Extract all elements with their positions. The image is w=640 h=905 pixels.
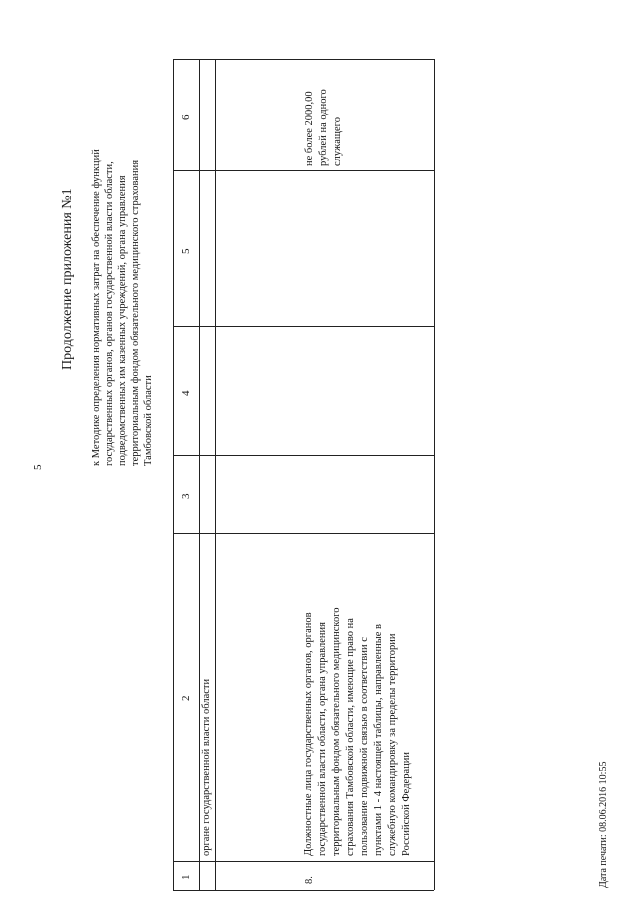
row-b-col6-line-2: рублей на одного — [318, 89, 329, 166]
row-b-col2-line-1: Должностные лица государственных органов, органов — [303, 612, 314, 856]
table-border-bottom-edge — [434, 59, 435, 890]
table-border-top-edge — [173, 59, 174, 890]
row-b-col2-line-7: служебную командировку за пределы территории — [387, 633, 398, 856]
header-cell-6: 6 — [180, 114, 192, 120]
header-cell-3: 3 — [180, 493, 192, 499]
header-cell-2: 2 — [180, 695, 192, 701]
row-b-col1: 8. — [304, 876, 315, 884]
col-divider-6-5 — [173, 170, 434, 171]
row-b-col2-line-4: страхования Тамбовской области, имеющие право на — [345, 618, 356, 856]
row-b-col2-line-6: пунктами 1 - 4 настоящей таблицы, направленные в — [373, 623, 384, 856]
print-date: Дата печати: 08.06.2016 10:55 — [598, 761, 609, 888]
page-title: Продолжение приложения №1 — [60, 188, 75, 370]
subtitle-line-3: подведомственных им казенных учреждений, органа управления — [117, 175, 128, 466]
row-b-col6-line-1: не более 2000,00 — [304, 91, 315, 166]
row-b-col6-line-3: служащего — [332, 117, 343, 166]
row-b-col2-line-2: государственной власти области, органа управления — [317, 622, 328, 856]
page-number: 5 — [32, 464, 44, 470]
header-cell-1: 1 — [180, 874, 192, 880]
table-divider-2 — [215, 59, 216, 890]
header-cell-4: 4 — [180, 390, 192, 396]
col-divider-3-2 — [173, 533, 434, 534]
table-edge-right — [173, 59, 434, 60]
subtitle-line-2: государственных органов, органов государственной власти области, — [104, 161, 115, 466]
col-divider-2-1 — [173, 861, 434, 862]
subtitle-line-5: Тамбовской области — [143, 375, 154, 466]
table-edge-left — [173, 890, 434, 891]
row-a-col2: органе государственной власти области — [201, 678, 212, 856]
subtitle-line-4: территориальным фондом обязательного медицинского страхования — [130, 159, 141, 466]
col-divider-5-4 — [173, 326, 434, 327]
row-b-col2-line-8: Российской Федерации — [401, 752, 412, 856]
row-b-col2-line-5: пользование подвижной связью в соответствии с — [359, 637, 370, 856]
header-cell-5: 5 — [180, 248, 192, 254]
col-divider-4-3 — [173, 455, 434, 456]
row-b-col2-line-3: территориальным фондом обязательного медицинского — [331, 607, 342, 856]
subtitle-line-1: к Методике определения нормативных затрат на обеспечение функций — [91, 149, 102, 466]
